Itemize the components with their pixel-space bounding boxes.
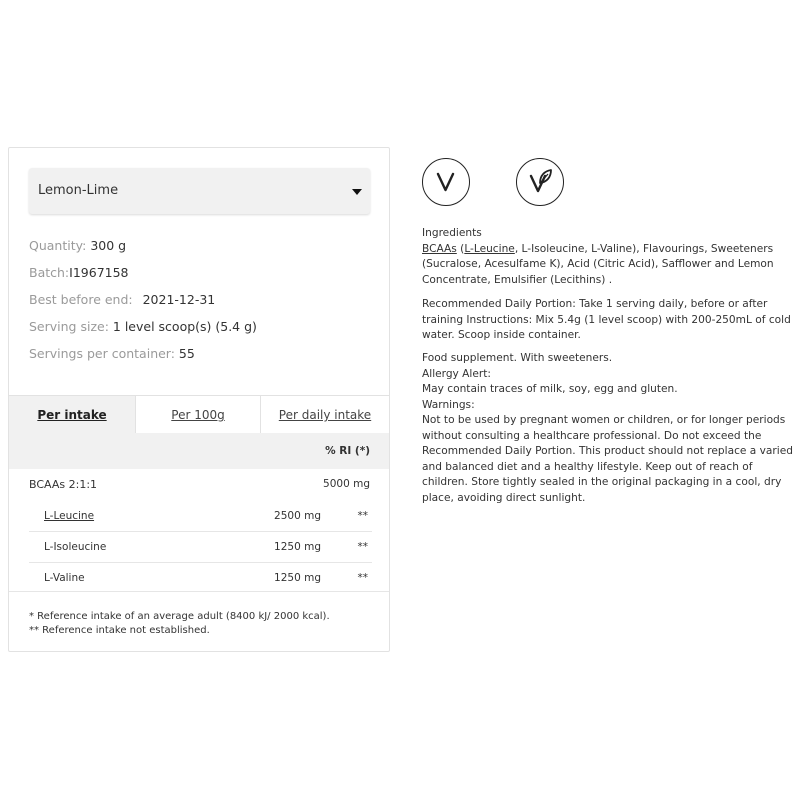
l-leucine-link[interactable]: L-Leucine bbox=[44, 510, 95, 522]
row-ri: ** bbox=[357, 541, 368, 553]
serving-size-row bbox=[29, 319, 257, 334]
product-info-card bbox=[8, 147, 390, 652]
portion-text: Recommended Daily Portion: Take 1 serving daily, before or after training Instructions: Mix 5.4g (1 level scoop) with 200-250mL of cold water. Scoop inside container. bbox=[422, 298, 791, 341]
quantity-value: 300 g bbox=[90, 238, 127, 253]
row-ri: ** bbox=[357, 572, 368, 584]
servings-value: 55 bbox=[178, 346, 195, 361]
divider bbox=[9, 591, 389, 592]
warnings-block bbox=[422, 351, 800, 506]
quantity-row bbox=[29, 238, 126, 253]
flavour-select-value: Lemon-Lime bbox=[38, 183, 119, 198]
chevron-down-icon bbox=[352, 189, 362, 195]
tab-per-daily-intake[interactable]: Per daily intake bbox=[278, 408, 372, 422]
table-row bbox=[29, 563, 372, 593]
best-before-row bbox=[29, 292, 215, 307]
servings-per-container-row bbox=[29, 346, 195, 361]
table-row bbox=[29, 532, 372, 563]
best-before-label: Best before end: bbox=[29, 292, 133, 307]
row-name: L-Isoleucine bbox=[44, 541, 107, 553]
vegan-leaf-icon bbox=[516, 158, 564, 206]
row-amount: 2500 mg bbox=[274, 510, 321, 522]
batch-row bbox=[29, 265, 129, 280]
l-leucine-ingredient-link[interactable]: L-Leucine bbox=[464, 242, 515, 255]
tab-per-intake[interactable]: Per intake bbox=[9, 396, 135, 434]
bcaa-row-amount: 5000 mg bbox=[323, 478, 370, 490]
ingredients-block bbox=[422, 226, 800, 288]
portion-block bbox=[422, 297, 800, 344]
footnote-2: ** Reference intake not established. bbox=[29, 625, 210, 636]
table-header bbox=[9, 433, 389, 469]
ingredients-title: Ingredients bbox=[422, 227, 482, 239]
warnings-title: Warnings: bbox=[422, 398, 475, 411]
serving-size-value: 1 level scoop(s) (5.4 g) bbox=[112, 319, 257, 334]
bcaa-row-name: BCAAs 2:1:1 bbox=[29, 478, 98, 491]
batch-label: Batch: bbox=[29, 265, 70, 280]
table-row bbox=[29, 501, 372, 532]
supplement-text: Food supplement. With sweeteners. bbox=[422, 352, 613, 364]
row-name: L-Valine bbox=[44, 572, 85, 584]
quantity-label: Quantity: bbox=[29, 238, 87, 253]
row-ri: ** bbox=[357, 510, 368, 522]
footnote-1: * Reference intake of an average adult (8400 kJ/ 2000 kcal). bbox=[29, 611, 330, 622]
allergy-title: Allergy Alert: bbox=[422, 367, 491, 380]
row-amount: 1250 mg bbox=[274, 541, 321, 553]
batch-value: I1967158 bbox=[69, 265, 129, 280]
bcaas-link[interactable]: BCAAs bbox=[422, 242, 457, 255]
ingredients-text bbox=[422, 242, 800, 289]
servings-label: Servings per container: bbox=[29, 346, 175, 361]
ingredients-rest: , L-Isoleucine, L-Valine), Flavourings, Sweeteners (Sucralose, Acesulfame K), Acid (Citric Acid), Safflower and Lemon Concentrate, Emulsifier (Lecithins) . bbox=[422, 242, 774, 286]
ri-header: % RI (*) bbox=[325, 445, 370, 457]
row-amount: 1250 mg bbox=[274, 572, 321, 584]
best-before-value: 2021-12-31 bbox=[142, 292, 216, 307]
flavour-select[interactable] bbox=[29, 168, 370, 214]
allergy-text: May contain traces of milk, soy, egg and gluten. bbox=[422, 383, 678, 395]
tab-per-100g[interactable]: Per 100g bbox=[171, 408, 225, 422]
ingredients-paren: ( bbox=[456, 242, 465, 255]
vegetarian-v-icon bbox=[422, 158, 470, 206]
intake-tabs bbox=[9, 395, 389, 435]
warnings-text: Not to be used by pregnant women or children, or for longer periods without consulting a healthcare professional. Do not exceed the Recommended Daily Portion. This product should not replace a varied and balanced diet and a healthy lifestyle. Keep out of reach of children. Store tightly sealed in the original packaging in a cool, dry place, avoiding direct sunlight. bbox=[422, 414, 793, 504]
serving-size-label: Serving size: bbox=[29, 319, 109, 334]
